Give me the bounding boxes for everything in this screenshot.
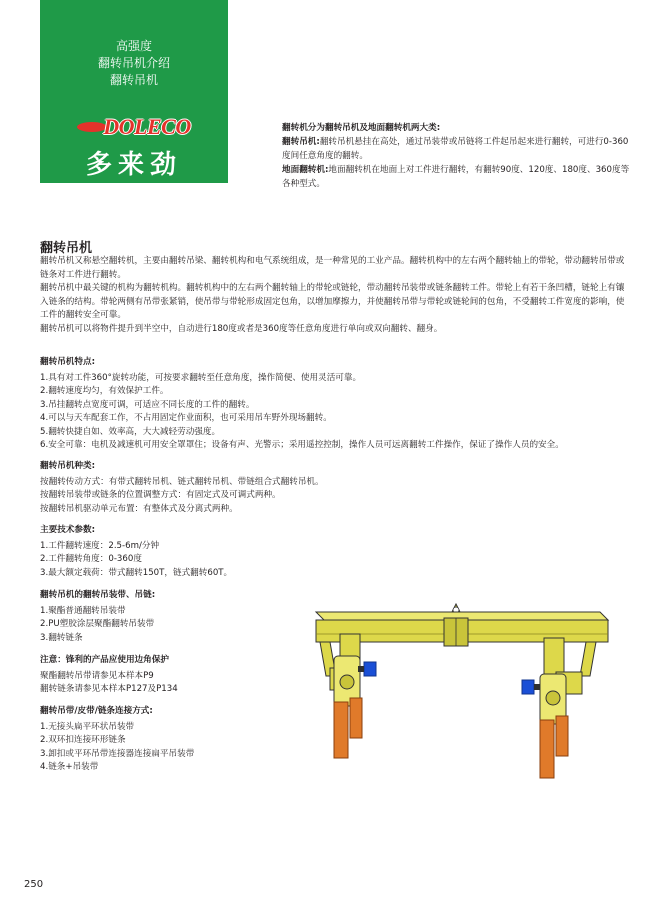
flip-crane-illustration	[300, 598, 630, 788]
header-block	[40, 0, 228, 183]
intro-item-2-label: 地面翻转机:	[282, 165, 329, 175]
features-item: 3.吊挂翻转点宽度可调，可适应不同长度的工件的翻转。	[40, 399, 255, 410]
header-line-2: 翻转吊机介绍	[97, 56, 170, 70]
section-paragraph-1: 翻转吊机又称悬空翻转机，主要由翻转吊梁、翻转机构和电气系统组成，是一种常见的工业产品。翻转机构中的左右两个翻转轴上的带轮，带动翻转吊带或链条对工件进行翻转。	[40, 256, 625, 280]
connections-item: 4.链条+吊装带	[40, 762, 99, 772]
connections-heading: 翻转吊带/皮带/链条连接方式:	[40, 706, 153, 716]
specs-item: 2.工件翻转角度：0-360度	[40, 554, 142, 564]
specs-list	[40, 524, 630, 580]
slings-item: 2.PU塑胶涂层聚酯翻转吊装带	[40, 619, 155, 629]
right-motor	[522, 680, 534, 694]
header-line-3: 翻转吊机	[109, 73, 158, 87]
specs-heading: 主要技术参数:	[40, 525, 95, 535]
intro-item-1	[282, 135, 632, 163]
notice-heading: 注意：锋利的产品应使用边角保护	[40, 655, 169, 665]
types-list	[40, 460, 630, 516]
section-paragraph-2: 翻转吊机中最关键的机构为翻转机构。翻转机构中的左右两个翻转轴上的带轮或链轮，带动翻转吊装带或链条翻转工件。带轮上有若干条凹槽，链轮上有镶入链条的结构。带轮两侧有吊带张紧销，使吊带与带轮形成固定包角，以增加摩擦力，并使翻转吊带与带轮或链轮间的包角，不受翻转工件宽度的影响，使工件的翻转安全可靠。	[40, 283, 625, 320]
right-sling	[540, 716, 568, 778]
brand-logo	[40, 114, 228, 181]
features-item: 6.安全可靠：电机及减速机可用安全罩罩住；设备有声、光警示；采用遥控控制，操作人员可远离翻转工件操作，保证了操作人员的安全。	[40, 440, 564, 450]
features-item: 1.具有对工件360°旋转功能，可按要求翻转至任意角度，操作简便、使用灵活可靠。	[40, 372, 362, 383]
page-number: 250	[24, 879, 44, 890]
intro-heading: 翻转机分为翻转吊机及地面翻转机两大类:	[282, 123, 441, 133]
features-heading: 翻转吊机特点:	[40, 357, 95, 367]
intro-item-2-text: 地面翻转机在地面上对工件进行翻转，有翻转90度、120度、180度、360度等各种型式。	[282, 165, 630, 189]
connections-item: 3.卸扣或平环吊带连接器连接扁平吊装带	[40, 748, 195, 759]
header-line-1: 高强度	[115, 39, 152, 53]
features-item: 2.翻转速度均匀，有效保护工件。	[40, 386, 169, 396]
slings-item: 1.聚酯普通翻转吊装带	[40, 605, 126, 616]
brand-chinese-name: 多来劲	[85, 150, 182, 180]
connections-item: 2.双环扣连接环形链条	[40, 735, 126, 745]
left-motor	[364, 662, 376, 676]
features-list	[40, 356, 630, 453]
logo-wordmark: DOLECO	[103, 114, 191, 139]
connections-item: 1.无接头扁平环状吊装带	[40, 721, 135, 732]
types-item: 按翻转吊装带或链条的位置调整方式：有固定式及可调式两种。	[40, 490, 281, 500]
types-item: 按翻转吊机驱动单元布置：有整体式及分离式两种。	[40, 503, 238, 514]
types-item: 按翻转传动方式：有带式翻转吊机、链式翻转吊机、带链组合式翻转吊机。	[40, 476, 324, 487]
section-paragraphs	[40, 255, 630, 336]
intro-item-2	[282, 163, 632, 191]
intro-item-1-text: 翻转吊机悬挂在高处，通过吊装带或吊链将工件起吊起来进行翻转，可进行0-360度间任意角度的翻转。	[282, 137, 629, 161]
features-item: 5.翻转快捷自如、效率高，大大减轻劳动强度。	[40, 426, 221, 437]
slings-heading: 翻转吊机的翻转吊装带、吊链:	[40, 590, 156, 600]
left-sling	[334, 698, 362, 758]
slings-item: 3.翻转链条	[40, 632, 83, 643]
notice-item: 翻转链条请参见本样本P127及P134	[40, 684, 178, 694]
features-item: 4.可以与天车配套工作，不占用固定作业面积，也可采用吊车野外现场翻转。	[40, 413, 332, 423]
types-heading: 翻转吊机种类:	[40, 461, 95, 471]
notice-item: 聚酯翻转吊带请参见本样本P9	[40, 670, 154, 681]
section-title: 翻转吊机	[40, 241, 93, 256]
intro-block	[282, 121, 632, 191]
specs-item: 1.工件翻转速度：2.5-6m/分钟	[40, 540, 160, 551]
intro-item-1-label: 翻转吊机:	[282, 137, 320, 147]
specs-item: 3.最大额定载荷：带式翻转150T，链式翻转60T。	[40, 567, 233, 578]
section-paragraph-3: 翻转吊机可以将物件提升到半空中，自动进行180度或者是360度等任意角度进行单向或双向翻转、翻身。	[40, 323, 443, 334]
